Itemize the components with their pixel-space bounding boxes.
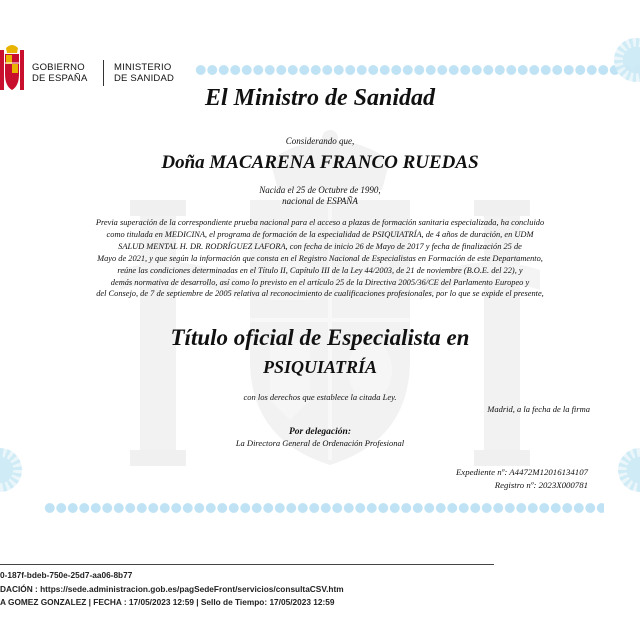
specialty-name: PSIQUIATRÍA bbox=[262, 357, 378, 377]
footer-csv bbox=[0, 569, 344, 610]
footer-rule bbox=[0, 564, 494, 565]
body-line: SALUD MENTAL H. DR. RODRÍGUEZ LAFORA, con fecha de inicio 26 de Mayo de 2017 y fecha de finalización 25 de bbox=[118, 241, 522, 251]
ministerio-line1: MINISTERIO bbox=[114, 62, 172, 73]
delegation-label: Por delegación: bbox=[288, 427, 351, 437]
corner-ornament-right bbox=[618, 448, 640, 492]
body-line: Mayo de 2021, y que según la información que consta en el Registro Nacional de Especialistas en Formación de este Departamento, bbox=[97, 253, 543, 263]
ministerio-line2: DE SANIDAD bbox=[114, 73, 175, 84]
footer-code: 0-187f-bdeb-750e-25d7-aa06-8b77 bbox=[0, 570, 133, 580]
directora-label: La Directora General de Ordenación Profesional bbox=[235, 438, 405, 448]
registro-number: Registro nº: 2023X000781 bbox=[494, 480, 588, 490]
corner-ornament-left bbox=[0, 448, 22, 492]
gobierno-line1: GOBIERNO bbox=[32, 62, 85, 73]
body-line: como titulada en MEDICINA, el programa de formación de la especialidad de PSIQUIATRÍA, de 4 años de duración, en UDM bbox=[106, 229, 534, 239]
considering-text: Considerando que, bbox=[285, 136, 355, 146]
spain-coat-of-arms-logo bbox=[0, 44, 24, 94]
nationality-line: nacional de ESPAÑA bbox=[282, 196, 358, 206]
certificate-title: El Ministro de Sanidad bbox=[204, 85, 436, 111]
top-border-dots bbox=[195, 64, 640, 76]
titulo-heading: Título oficial de Especialista en bbox=[170, 325, 470, 350]
place-date: Madrid, a la fecha de la firma bbox=[487, 404, 590, 414]
certificate-body bbox=[60, 217, 580, 300]
footer-url: DACIÓN : https://sede.administracion.gob.es/pagSedeFront/servicios/consultaCSV.htm bbox=[0, 583, 344, 594]
body-line: demás normativa de desarrollo, así como lo previsto en el artículo 25 de la Directiva 2005/36/CE del Parlamento Europeo y bbox=[110, 277, 530, 287]
body-line: Previa superación de la correspondiente prueba nacional para el acceso a plazas de formación sanitaria especializada, ha concluido bbox=[95, 218, 545, 227]
rights-text: con los derechos que establece la citada Ley. bbox=[243, 392, 397, 402]
body-line: reúne las condiciones determinadas en el Título II, Capítulo III de la Ley 44/2003, de 21 de noviembre (B.O.E. del 22), y bbox=[117, 265, 523, 275]
bottom-border-dots bbox=[44, 502, 604, 514]
ministerio-label bbox=[114, 62, 174, 84]
gobierno-line2: DE ESPAÑA bbox=[32, 73, 88, 84]
footer-signature: A GOMEZ GONZALEZ | FECHA : 17/05/2023 12:59 | Sello de Tiempo: 17/05/2023 12:59 bbox=[0, 597, 335, 607]
birth-line: Nacida el 25 de Octubre de 1990, bbox=[259, 185, 381, 195]
recipient-name: Doña MACARENA FRANCO RUEDAS bbox=[161, 152, 479, 173]
body-line: del Consejo, de 7 de septiembre de 2005 relativa al reconocimiento de cualificaciones profesionales, por lo que se expide el presente, bbox=[96, 289, 544, 299]
header-divider bbox=[103, 60, 104, 86]
gobierno-label bbox=[32, 62, 87, 84]
expediente-number: Expediente nº: A4472M12016134107 bbox=[455, 467, 588, 477]
